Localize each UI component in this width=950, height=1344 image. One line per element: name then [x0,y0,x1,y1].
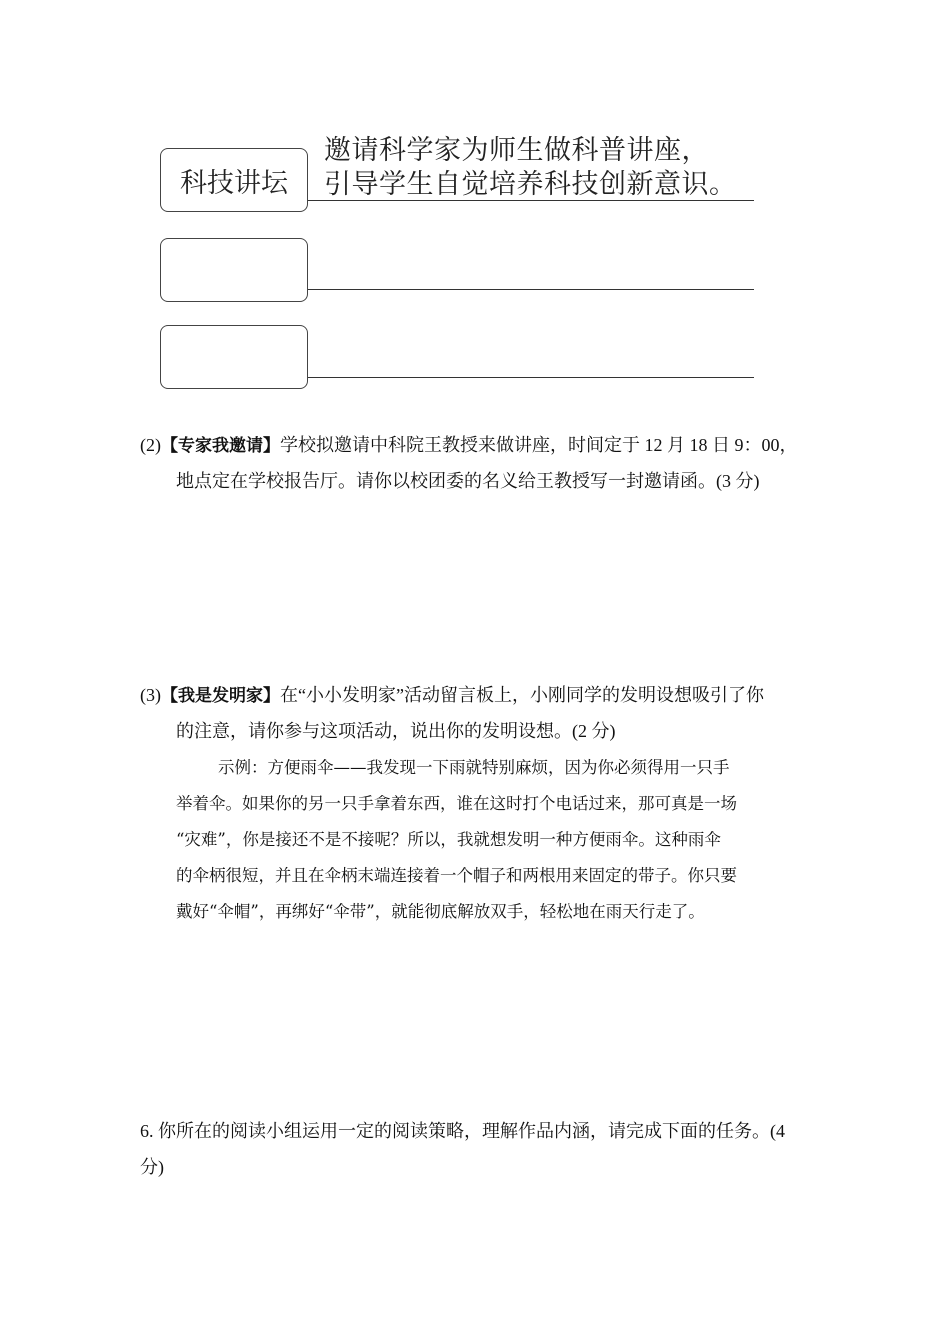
example-line-1: 示例：方便雨伞——我发现一下雨就特别麻烦，因为你必须得用一只手 [218,758,730,777]
answer-line-1-text-b: 引导学生自觉培养科技创新意识。 [324,169,737,199]
question-2-bracket-open: 【 [161,436,178,456]
question-2-line-1 [140,428,798,464]
question-3-line-1 [140,678,764,714]
label-box-1 [160,148,308,212]
label-box-2 [160,238,308,302]
question-3-number: (3) [140,685,161,705]
question-3-line-2: 的注意，请你参与这项活动，说出你的发明设想。(2 分) [176,721,616,741]
label-box-1-text: 科技讲坛 [180,167,288,198]
question-2-title: 专家我邀请 [178,436,263,456]
example-line-2: 举着伞。如果你的另一只手拿着东西，谁在这时打个电话过来，那可真是一场 [176,794,737,813]
answer-line-3 [308,377,754,378]
answer-line-2 [308,289,754,290]
example-line-3: “灾难”，你是接还不是不接呢？所以，我就想发明一种方便雨伞。这种雨伞 [176,830,721,849]
label-box-3 [160,325,308,389]
question-6-line-1: 6. 你所在的阅读小组运用一定的阅读策略，理解作品内涵，请完成下面的任务。(4 [140,1121,785,1141]
question-6-line-2: 分) [140,1157,164,1177]
question-3-title: 我是发明家 [178,686,263,706]
question-2-bracket-close: 】 [263,436,280,456]
answer-line-1 [308,200,754,201]
example-line-4: 的伞柄很短，并且在伞柄末端连接着一个帽子和两根用来固定的带子。你只要 [176,866,737,885]
question-3-bracket-close: 】 [263,686,280,706]
answer-line-1-text-a: 邀请科学家为师生做科普讲座， [324,135,709,165]
question-2-text: 学校拟邀请中科院王教授来做讲座，时间定于 12 月 18 日 9：00， [280,435,798,455]
question-2-number: (2) [140,435,161,455]
question-2-line-2: 地点定在学校报告厅。请你以校团委的名义给王教授写一封邀请函。(3 分) [176,471,760,491]
example-line-5: 戴好“伞帽”，再绑好“伞带”，就能彻底解放双手，轻松地在雨天行走了。 [176,902,705,921]
question-3-bracket-open: 【 [161,686,178,706]
question-3-text: 在“小小发明家”活动留言板上，小刚同学的发明设想吸引了你 [280,685,764,705]
